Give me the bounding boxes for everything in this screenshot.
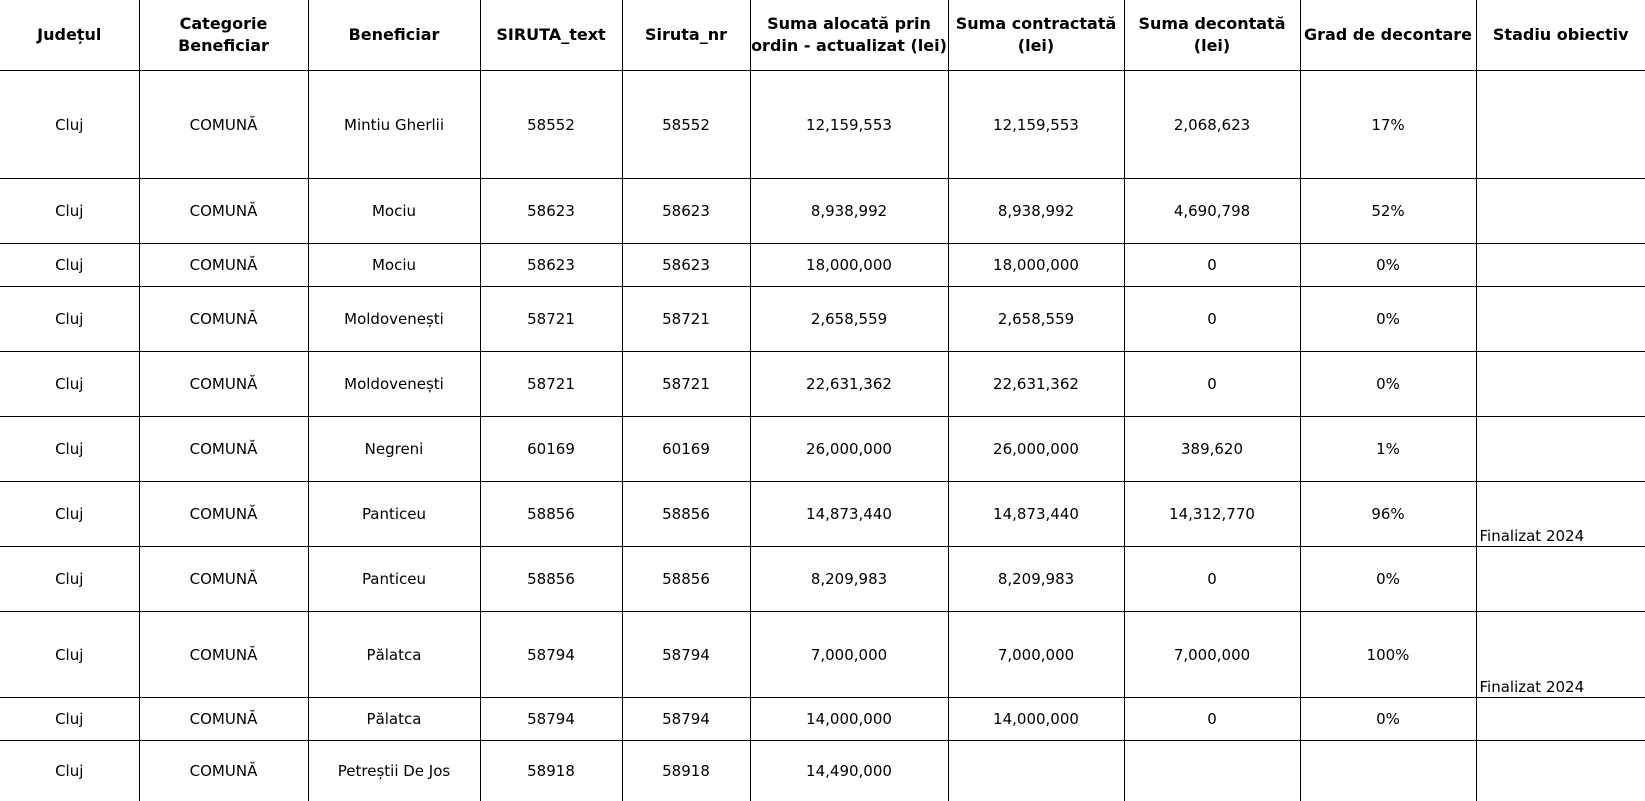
cell-grad-decontare: 0% <box>1300 287 1476 352</box>
cell-stadiu-obiectiv <box>1476 244 1645 287</box>
cell-grad-decontare: 96% <box>1300 482 1476 547</box>
cell-judet: Cluj <box>0 612 139 698</box>
cell-siruta-nr: 58794 <box>622 612 750 698</box>
table-row <box>0 612 1645 698</box>
cell-grad-decontare: 1% <box>1300 417 1476 482</box>
cell-beneficiar: Mintiu Gherlii <box>308 71 480 179</box>
cell-suma-contractata: 7,000,000 <box>948 612 1124 698</box>
cell-beneficiar: Negreni <box>308 417 480 482</box>
cell-suma-contractata: 2,658,559 <box>948 287 1124 352</box>
cell-siruta-nr: 58623 <box>622 179 750 244</box>
cell-suma-contractata: 14,873,440 <box>948 482 1124 547</box>
cell-suma-decontata <box>1124 741 1300 801</box>
cell-beneficiar: Mociu <box>308 179 480 244</box>
cell-judet: Cluj <box>0 417 139 482</box>
cell-grad-decontare: 0% <box>1300 244 1476 287</box>
col-header-beneficiar: Beneficiar <box>308 0 480 71</box>
cell-siruta-text: 58794 <box>480 698 622 741</box>
cell-siruta-text: 58552 <box>480 71 622 179</box>
cell-judet: Cluj <box>0 287 139 352</box>
cell-suma-decontata: 0 <box>1124 352 1300 417</box>
cell-suma-alocata: 7,000,000 <box>750 612 948 698</box>
cell-suma-contractata: 8,209,983 <box>948 547 1124 612</box>
cell-siruta-nr: 58856 <box>622 482 750 547</box>
cell-siruta-nr: 60169 <box>622 417 750 482</box>
cell-stadiu-obiectiv <box>1476 179 1645 244</box>
col-header-categorie-beneficiar: Categorie Beneficiar <box>139 0 308 71</box>
cell-suma-decontata: 0 <box>1124 287 1300 352</box>
cell-judet: Cluj <box>0 244 139 287</box>
cell-suma-alocata: 8,938,992 <box>750 179 948 244</box>
cell-suma-contractata: 22,631,362 <box>948 352 1124 417</box>
cell-suma-alocata: 26,000,000 <box>750 417 948 482</box>
cell-siruta-text: 60169 <box>480 417 622 482</box>
cell-suma-contractata: 18,000,000 <box>948 244 1124 287</box>
table-row <box>0 71 1645 179</box>
cell-judet: Cluj <box>0 698 139 741</box>
cell-judet: Cluj <box>0 352 139 417</box>
cell-categorie: COMUNĂ <box>139 417 308 482</box>
cell-suma-contractata: 8,938,992 <box>948 179 1124 244</box>
cell-categorie: COMUNĂ <box>139 741 308 801</box>
cell-judet: Cluj <box>0 482 139 547</box>
cell-beneficiar: Mociu <box>308 244 480 287</box>
cell-beneficiar: Pălatca <box>308 698 480 741</box>
cell-siruta-text: 58918 <box>480 741 622 801</box>
col-header-siruta-text: SIRUTA_text <box>480 0 622 71</box>
cell-categorie: COMUNĂ <box>139 547 308 612</box>
cell-grad-decontare: 52% <box>1300 179 1476 244</box>
cell-categorie: COMUNĂ <box>139 287 308 352</box>
cell-grad-decontare: 0% <box>1300 547 1476 612</box>
cell-stadiu-obiectiv <box>1476 352 1645 417</box>
cell-siruta-nr: 58721 <box>622 287 750 352</box>
cell-grad-decontare <box>1300 741 1476 801</box>
cell-suma-decontata: 7,000,000 <box>1124 612 1300 698</box>
cell-stadiu-obiectiv <box>1476 417 1645 482</box>
cell-beneficiar: Moldovenești <box>308 352 480 417</box>
cell-siruta-text: 58623 <box>480 244 622 287</box>
cell-siruta-text: 58721 <box>480 352 622 417</box>
cell-grad-decontare: 0% <box>1300 352 1476 417</box>
table-row <box>0 547 1645 612</box>
table-row <box>0 352 1645 417</box>
cell-suma-alocata: 2,658,559 <box>750 287 948 352</box>
cell-categorie: COMUNĂ <box>139 179 308 244</box>
cell-categorie: COMUNĂ <box>139 482 308 547</box>
cell-stadiu-obiectiv <box>1476 287 1645 352</box>
col-header-judetul: Județul <box>0 0 139 71</box>
cell-siruta-nr: 58552 <box>622 71 750 179</box>
cell-siruta-nr: 58856 <box>622 547 750 612</box>
table-row <box>0 698 1645 741</box>
cell-beneficiar: Pălatca <box>308 612 480 698</box>
col-header-suma-decontata: Suma decontată (lei) <box>1124 0 1300 71</box>
cell-stadiu-obiectiv <box>1476 741 1645 801</box>
cell-suma-decontata: 389,620 <box>1124 417 1300 482</box>
table-row <box>0 417 1645 482</box>
cell-judet: Cluj <box>0 547 139 612</box>
cell-suma-decontata: 0 <box>1124 547 1300 612</box>
col-header-grad-decontare: Grad de decontare <box>1300 0 1476 71</box>
cell-suma-contractata: 14,000,000 <box>948 698 1124 741</box>
cell-suma-alocata: 8,209,983 <box>750 547 948 612</box>
cell-categorie: COMUNĂ <box>139 698 308 741</box>
cell-grad-decontare: 17% <box>1300 71 1476 179</box>
col-header-stadiu-obiectiv: Stadiu obiectiv <box>1476 0 1645 71</box>
cell-beneficiar: Panticeu <box>308 547 480 612</box>
cell-siruta-nr: 58623 <box>622 244 750 287</box>
cell-stadiu-obiectiv: Finalizat 2024 <box>1476 612 1645 698</box>
cell-judet: Cluj <box>0 179 139 244</box>
cell-siruta-text: 58856 <box>480 547 622 612</box>
table-row <box>0 482 1645 547</box>
cell-suma-contractata: 26,000,000 <box>948 417 1124 482</box>
cell-stadiu-obiectiv: Finalizat 2024 <box>1476 482 1645 547</box>
cell-stadiu-obiectiv <box>1476 547 1645 612</box>
cell-siruta-nr: 58794 <box>622 698 750 741</box>
cell-categorie: COMUNĂ <box>139 352 308 417</box>
cell-suma-alocata: 18,000,000 <box>750 244 948 287</box>
cell-grad-decontare: 100% <box>1300 612 1476 698</box>
cell-suma-alocata: 14,490,000 <box>750 741 948 801</box>
cell-suma-decontata: 14,312,770 <box>1124 482 1300 547</box>
cell-suma-contractata: 12,159,553 <box>948 71 1124 179</box>
cell-suma-contractata <box>948 741 1124 801</box>
cell-suma-decontata: 0 <box>1124 244 1300 287</box>
table-row <box>0 741 1645 801</box>
table-row <box>0 287 1645 352</box>
cell-siruta-nr: 58721 <box>622 352 750 417</box>
cell-suma-decontata: 4,690,798 <box>1124 179 1300 244</box>
table-row <box>0 244 1645 287</box>
cell-judet: Cluj <box>0 71 139 179</box>
cell-beneficiar: Panticeu <box>308 482 480 547</box>
cell-stadiu-obiectiv <box>1476 698 1645 741</box>
col-header-suma-contractata: Suma contractată (lei) <box>948 0 1124 71</box>
cell-suma-decontata: 0 <box>1124 698 1300 741</box>
cell-siruta-text: 58721 <box>480 287 622 352</box>
header-row <box>0 0 1645 71</box>
cell-siruta-text: 58794 <box>480 612 622 698</box>
col-header-suma-alocata: Suma alocată prin ordin - actualizat (lei) <box>750 0 948 71</box>
cell-judet: Cluj <box>0 741 139 801</box>
table-row <box>0 179 1645 244</box>
cell-siruta-text: 58623 <box>480 179 622 244</box>
cell-suma-alocata: 22,631,362 <box>750 352 948 417</box>
cell-beneficiar: Moldovenești <box>308 287 480 352</box>
cell-siruta-text: 58856 <box>480 482 622 547</box>
cell-stadiu-obiectiv <box>1476 71 1645 179</box>
cell-suma-alocata: 14,000,000 <box>750 698 948 741</box>
col-header-siruta-nr: Siruta_nr <box>622 0 750 71</box>
cell-categorie: COMUNĂ <box>139 612 308 698</box>
cell-grad-decontare: 0% <box>1300 698 1476 741</box>
cell-categorie: COMUNĂ <box>139 71 308 179</box>
cell-beneficiar: Petreștii De Jos <box>308 741 480 801</box>
cell-categorie: COMUNĂ <box>139 244 308 287</box>
cell-suma-alocata: 14,873,440 <box>750 482 948 547</box>
cell-suma-alocata: 12,159,553 <box>750 71 948 179</box>
cell-siruta-nr: 58918 <box>622 741 750 801</box>
cell-suma-decontata: 2,068,623 <box>1124 71 1300 179</box>
